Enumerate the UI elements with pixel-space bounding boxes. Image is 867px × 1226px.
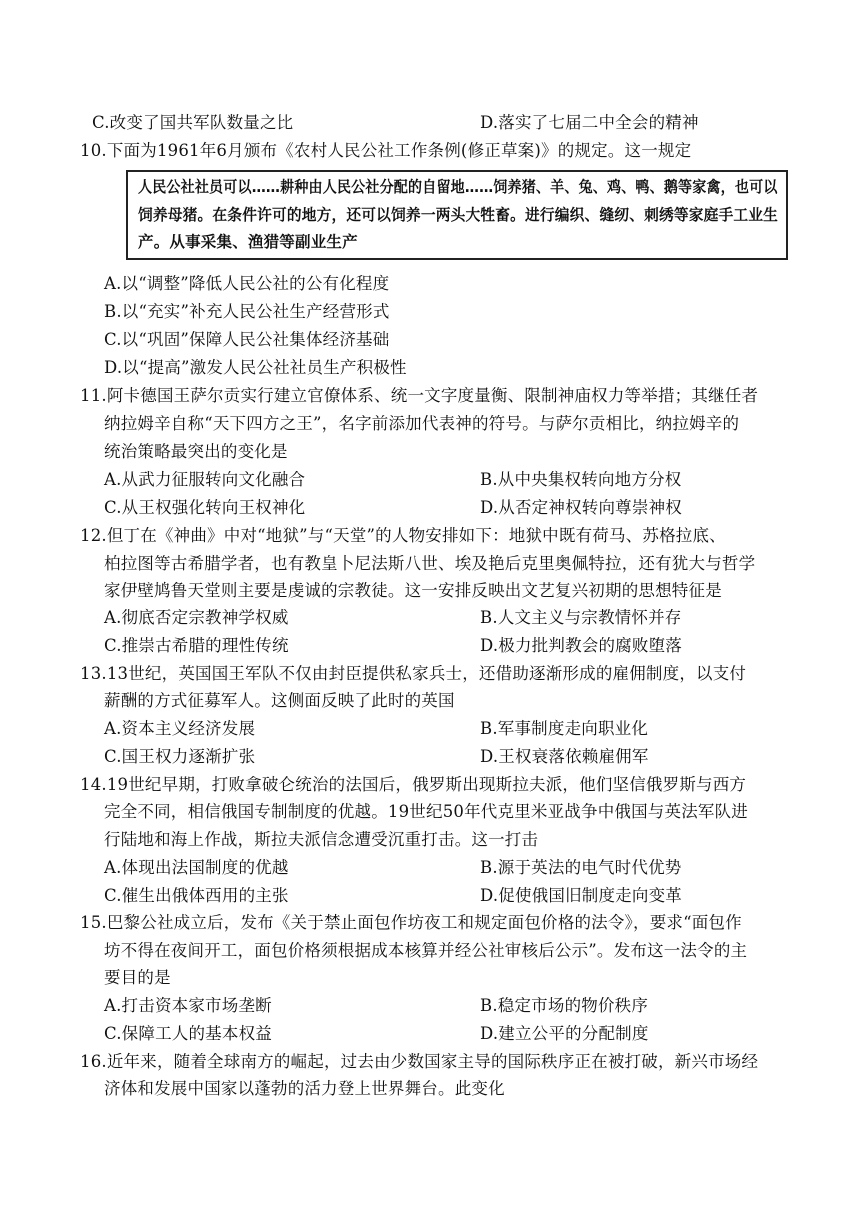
q10-stem: 10.下面为1961年6月颁布《农村人民公社工作条例(修正草案)》的规定。这一规定 [80,141,692,160]
q10-option-c: C.以“巩固”保障人民公社集体经济基础 [104,330,390,349]
q10-quote-line-3: 产。从事采集、渔猎等副业生产 [138,233,358,251]
q10-quote-box [126,170,788,260]
q9-option-d: D.落实了七届二中全会的精神 [480,113,699,132]
q11-option-a: A.从武力征服转向文化融合 [104,470,306,489]
q14-option-b: B.源于英法的电气时代优势 [480,858,682,877]
q14-option-c: C.催生出俄体西用的主张 [104,886,289,905]
q14-stem-line-1: 14.19世纪早期，打败拿破仑统治的法国后，俄罗斯出现斯拉夫派，他们坚信俄罗斯与西方 [80,775,747,794]
q16-stem-line-1: 16.近年来，随着全球南方的崛起，过去由少数国家主导的国际秩序正在被打破，新兴市场经 [80,1052,759,1071]
q11-option-b: B.从中央集权转向地方分权 [480,470,682,489]
q11-stem-line-1: 11.阿卡德国王萨尔贡实行建立官僚体系、统一文字度量衡、限制神庙权力等举措；其继任者 [80,386,759,405]
q11-stem-line-3: 统治策略最突出的变化是 [104,442,288,461]
q12-stem-line-3: 家伊壁鸠鲁天堂则主要是虔诚的宗教徒。这一安排反映出文艺复兴初期的思想特征是 [104,581,722,600]
q15-option-d: D.建立公平的分配制度 [480,1024,649,1043]
q14-stem-line-2: 完全不同，相信俄国专制制度的优越。19世纪50年代克里米亚战争中俄国与英法军队进 [104,802,748,821]
q13-option-c: C.国王权力逐渐扩张 [104,747,256,766]
q16-stem-line-2: 济体和发展中国家以蓬勃的活力登上世界舞台。此变化 [104,1079,505,1098]
q14-option-a: A.体现出法国制度的优越 [104,858,289,877]
q14-option-d: D.促使俄国旧制度走向变革 [480,886,682,905]
q10-quote-line-2: 饲养母猪。在条件许可的地方，还可以饲养一两头大牲畜。进行编织、缝纫、刺绣等家庭手工业生 [138,206,779,224]
q15-option-c: C.保障工人的基本权益 [104,1024,272,1043]
q15-stem-line-1: 15.巴黎公社成立后，发布《关于禁止面包作坊夜工和规定面包价格的法令》，要求“面包作 [80,913,742,932]
q13-option-a: A.资本主义经济发展 [104,719,256,738]
q12-option-d: D.极力批判教会的腐败堕落 [480,636,682,655]
q13-stem-line-2: 薪酬的方式征募军人。这侧面反映了此时的英国 [104,691,455,710]
q15-option-b: B.稳定市场的物价秩序 [480,996,649,1015]
q10-option-b: B.以“充实”补充人民公社生产经营形式 [104,302,390,321]
q12-option-a: A.彻底否定宗教神学权威 [104,608,289,627]
q12-stem-line-1: 12.但丁在《神曲》中对“地狱”与“天堂”的人物安排如下：地狱中既有荷马、苏格拉底、 [80,526,726,545]
q15-option-a: A.打击资本家市场垄断 [104,996,272,1015]
q15-stem-line-3: 要目的是 [104,968,171,987]
q10-quote-line-1: 人民公社社员可以……耕种由人民公社分配的自留地……饲养猪、羊、兔、鸡、鸭、鹅等家禽，也可以 [138,178,778,196]
q13-stem-line-1: 13.13世纪，英国国王军队不仅由封臣提供私家兵士，还借助逐渐形成的雇佣制度，以支付 [80,664,747,683]
q14-stem-line-3: 行陆地和海上作战，斯拉夫派信念遭受沉重打击。这一打击 [104,830,539,849]
q12-option-c: C.推崇古希腊的理性传统 [104,636,289,655]
q13-option-b: B.军事制度走向职业化 [480,719,649,738]
q11-option-d: D.从否定神权转向尊崇神权 [480,498,682,517]
q15-stem-line-2: 坊不得在夜间开工，面包价格须根据成本核算并经公社审核后公示”。发布这一法令的主 [104,941,748,960]
q9-option-c: C.改变了国共军队数量之比 [92,113,294,132]
q10-option-d: D.以“提高”激发人民公社社员生产积极性 [104,358,407,377]
q10-option-a: A.以“调整”降低人民公社的公有化程度 [104,274,390,293]
q13-option-d: D.王权衰落依赖雇佣军 [480,747,649,766]
q12-option-b: B.人文主义与宗教情怀并存 [480,608,682,627]
q11-option-c: C.从王权强化转向王权神化 [104,498,306,517]
q12-stem-line-2: 柏拉图等古希腊学者，也有教皇卜尼法斯八世、埃及艳后克里奥佩特拉，还有犹大与哲学 [104,554,756,573]
q11-stem-line-2: 纳拉姆辛自称“天下四方之王”，名字前添加代表神的符号。与萨尔贡相比，纳拉姆辛的 [104,414,740,433]
